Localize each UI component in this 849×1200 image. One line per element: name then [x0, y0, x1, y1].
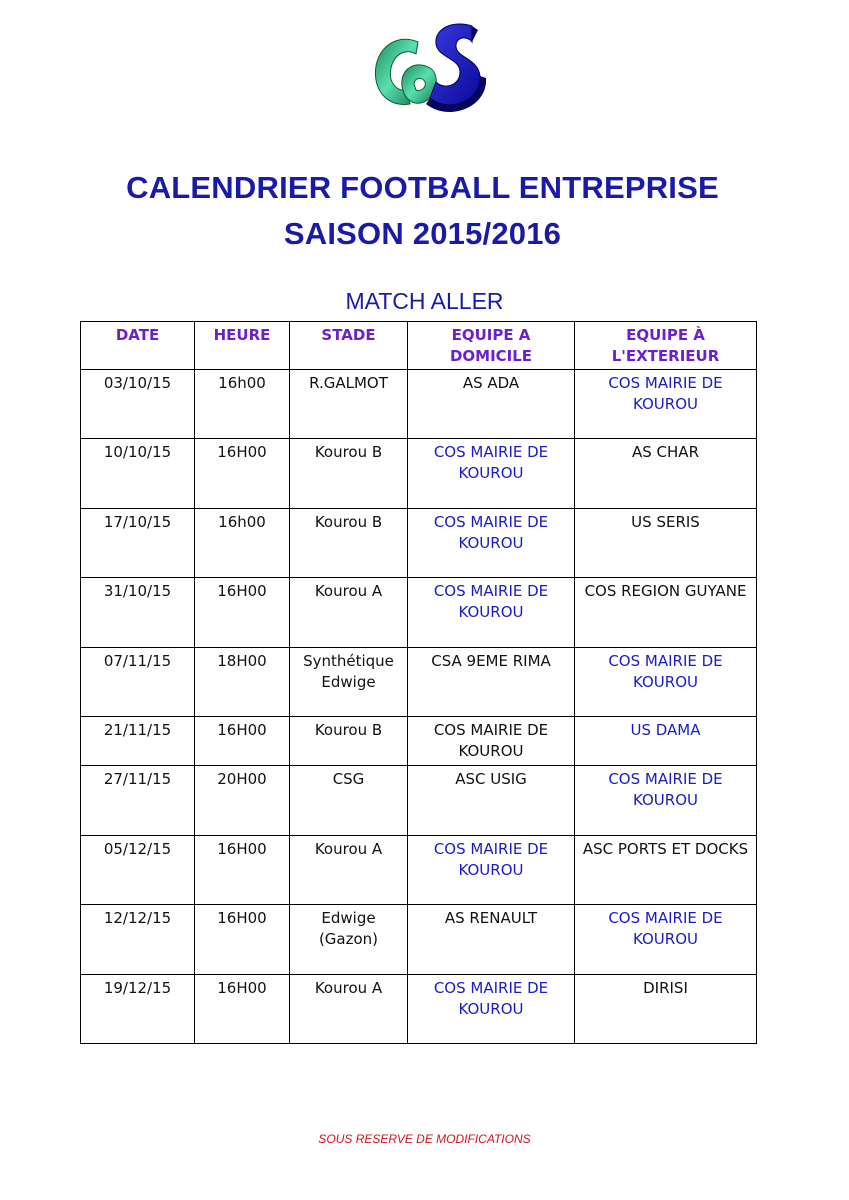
cell-exterieur: COS REGION GUYANE [575, 578, 757, 647]
cell-stade: R.GALMOT [290, 370, 408, 439]
cell-heure: 16h00 [195, 370, 290, 439]
section-title: MATCH ALLER [345, 288, 504, 314]
cell-exterieur: COS MAIRIE DE KOUROU [575, 647, 757, 716]
title-line-1: CALENDRIER FOOTBALL ENTREPRISE [126, 170, 719, 205]
cell-heure: 16H00 [195, 717, 290, 766]
cell-stade: Kourou B [290, 508, 408, 577]
cell-domicile: CSA 9EME RIMA [408, 647, 575, 716]
cell-heure: 16H00 [195, 974, 290, 1043]
cell-heure: 20H00 [195, 766, 290, 835]
column-header-domicile: EQUIPE A DOMICILE [408, 322, 575, 370]
cell-domicile: COS MAIRIE DE KOUROU [408, 439, 575, 508]
cell-exterieur: COS MAIRIE DE KOUROU [575, 905, 757, 974]
cell-exterieur: ASC PORTS ET DOCKS [575, 835, 757, 904]
cell-date: 05/12/15 [81, 835, 195, 904]
cell-date: 27/11/15 [81, 766, 195, 835]
table-row [81, 717, 757, 766]
cell-domicile: COS MAIRIE DE KOUROU [408, 508, 575, 577]
cell-exterieur: US DAMA [575, 717, 757, 766]
column-header-heure: HEURE [195, 322, 290, 370]
cell-date: 12/12/15 [81, 905, 195, 974]
table-row [81, 578, 757, 647]
cell-heure: 16H00 [195, 439, 290, 508]
cell-stade: Kourou A [290, 974, 408, 1043]
cell-heure: 18H00 [195, 647, 290, 716]
cell-stade: Synthétique Edwige [290, 647, 408, 716]
cell-exterieur: US SERIS [575, 508, 757, 577]
table-row [81, 370, 757, 439]
title-line-2: SAISON 2015/2016 [283, 216, 562, 251]
cell-date: 03/10/15 [81, 370, 195, 439]
cell-heure: 16H00 [195, 835, 290, 904]
cell-domicile: AS RENAULT [408, 905, 575, 974]
cell-exterieur: COS MAIRIE DE KOUROU [575, 370, 757, 439]
cell-domicile: COS MAIRIE DE KOUROU [408, 974, 575, 1043]
cell-stade: Kourou A [290, 578, 408, 647]
cell-date: 31/10/15 [81, 578, 195, 647]
table-row [81, 974, 757, 1043]
table-header-row [81, 322, 757, 370]
table-row [81, 835, 757, 904]
cell-domicile: COS MAIRIE DE KOUROU [408, 717, 575, 766]
cell-date: 10/10/15 [81, 439, 195, 508]
cell-domicile: COS MAIRIE DE KOUROU [408, 835, 575, 904]
table-row [81, 766, 757, 835]
cell-stade: Kourou B [290, 439, 408, 508]
column-header-date: DATE [81, 322, 195, 370]
column-header-stade: STADE [290, 322, 408, 370]
table-row [81, 905, 757, 974]
cell-exterieur: COS MAIRIE DE KOUROU [575, 766, 757, 835]
cell-domicile: COS MAIRIE DE KOUROU [408, 578, 575, 647]
cell-exterieur: DIRISI [575, 974, 757, 1043]
cell-heure: 16H00 [195, 578, 290, 647]
cell-stade: CSG [290, 766, 408, 835]
cell-stade: Kourou A [290, 835, 408, 904]
schedule-table [80, 321, 757, 1044]
footer-disclaimer: SOUS RESERVE DE MODIFICATIONS [318, 1132, 531, 1146]
cell-exterieur: AS CHAR [575, 439, 757, 508]
cell-date: 19/12/15 [81, 974, 195, 1043]
table-row [81, 508, 757, 577]
cell-date: 07/11/15 [81, 647, 195, 716]
cell-date: 17/10/15 [81, 508, 195, 577]
table-row [81, 647, 757, 716]
cell-date: 21/11/15 [81, 717, 195, 766]
cell-stade: Kourou B [290, 717, 408, 766]
cell-domicile: ASC USIG [408, 766, 575, 835]
table-row [81, 439, 757, 508]
cell-stade: Edwige (Gazon) [290, 905, 408, 974]
column-header-exterieur: EQUIPE À L'EXTERIEUR [575, 322, 757, 370]
cell-heure: 16H00 [195, 905, 290, 974]
cos-logo [360, 16, 500, 138]
cell-domicile: AS ADA [408, 370, 575, 439]
cell-heure: 16h00 [195, 508, 290, 577]
